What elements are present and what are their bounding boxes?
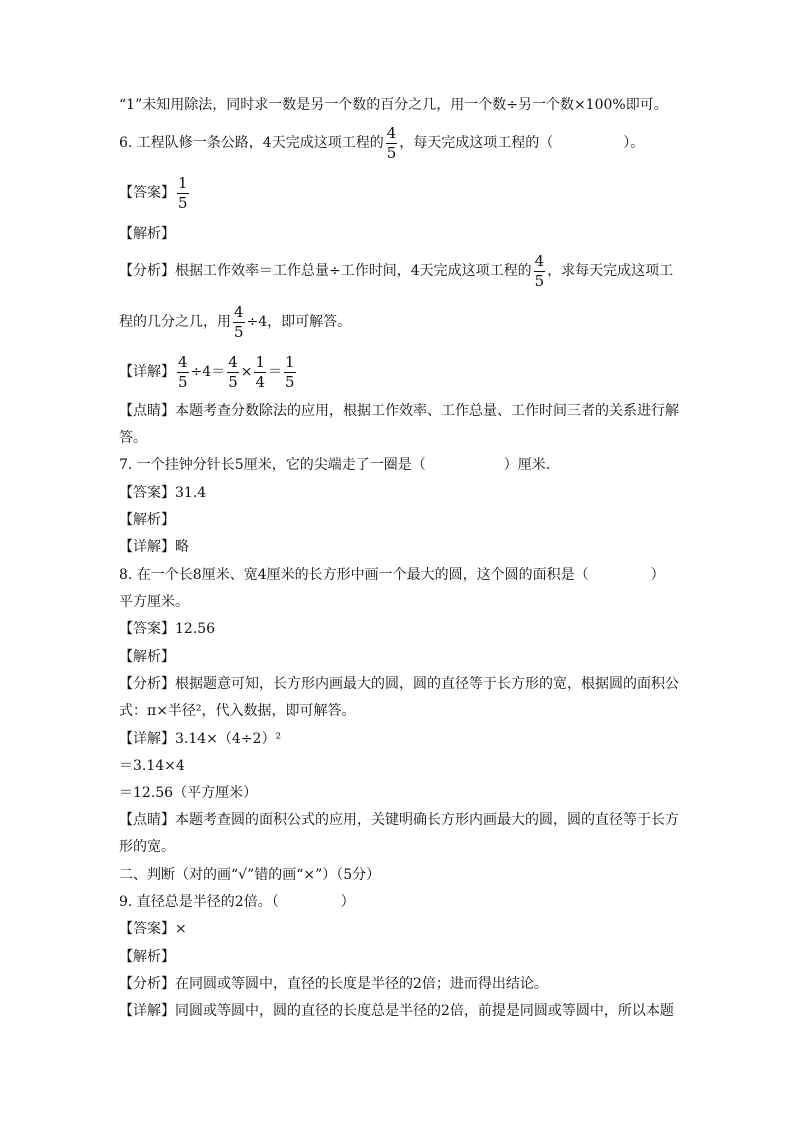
question-6 [119, 124, 644, 162]
question-7-answer: 【答案】31.4 [119, 485, 207, 501]
question-7-text: 7. 一个挂钟分针长5厘米，它的尖端走了一圈是（ [119, 457, 426, 473]
question-6-detail [119, 353, 298, 391]
analysis-text-d: ÷4，即可解答。 [246, 314, 352, 330]
question-7-analysis-label: 【解析】 [119, 512, 175, 528]
question-7 [119, 456, 550, 474]
fraction-four-fifths: $\frac{4}{5}$ [178, 352, 188, 391]
question-9-detail: 【详解】同圆或等圆中，圆的直径的长度总是半径的2倍，前提是同圆或等圆中，所以本题 [119, 1003, 674, 1019]
question-6-text-a: 6. 工程队修一条公路，4天完成这项工程的 [119, 135, 384, 151]
fraction-four-fifths: $\frac{4}{5}$ [534, 251, 545, 290]
question-8-detail-line-1: 【详解】3.14×（4÷2）² [119, 731, 282, 747]
question-7-detail: 【详解】略 [119, 539, 189, 555]
equals-sign: ＝ [268, 364, 283, 380]
analysis-text-a: 【分析】根据工作效率＝工作总量÷工作时间，4天完成这项工程的 [119, 263, 532, 279]
question-6-comment-line-2: 答。 [119, 430, 147, 446]
detail-label: 【详解】 [119, 364, 175, 380]
question-6-comment-line-1: 【点睛】本题考查分数除法的应用，根据工作效率、工作总量、工作时间三者的关系进行解 [119, 403, 679, 419]
times-sign: × [240, 364, 253, 380]
question-8-text: 8. 在一个长8厘米、宽4厘米的长方形中画一个最大的圆，这个圆的面积是（ [119, 567, 589, 583]
question-8-unit: 平方厘米。 [119, 594, 189, 610]
fraction-four-fifths: $\frac{4}{5}$ [386, 123, 397, 162]
question-9-answer: 【答案】× [119, 921, 187, 937]
question-9-text: 9. 直径总是半径的2倍。（ [119, 894, 279, 910]
question-8-analysis-line-2: 式：π×半径²，代入数据，即可解答。 [119, 703, 356, 719]
question-7-text-end: ）厘米. [503, 457, 551, 473]
question-8-text-end: ） [650, 567, 665, 583]
question-9 [119, 893, 355, 911]
question-8 [119, 566, 665, 584]
detail-divide-text: ÷4＝ [190, 364, 226, 380]
question-8-analysis-line-1: 【分析】根据题意可知，长方形内画最大的圆，圆的直径等于长方形的宽，根据圆的面积公 [119, 676, 679, 692]
question-9-text-end: ） [340, 894, 355, 910]
question-8-detail-line-3: ＝12.56（平方厘米） [119, 785, 258, 801]
question-6-answer [119, 174, 191, 212]
question-6-analysis-cont [119, 303, 351, 341]
question-9-analysis-label: 【解析】 [119, 949, 175, 965]
analysis-text-b: ，求每天完成这项工 [547, 263, 674, 279]
question-6-text-b: ，每天完成这项工程的（ [399, 135, 554, 151]
fraction-four-fifths: $\frac{4}{5}$ [228, 352, 238, 391]
fraction-one-quarter: $\frac{1}{4}$ [255, 352, 266, 391]
question-6-analysis [119, 252, 673, 290]
question-8-answer: 【答案】12.56 [119, 621, 216, 637]
text-line-intro: “1”未知用除法，同时求一数是另一个数的百分之几，用一个数÷另一个数×100%即可。 [119, 97, 668, 113]
section-heading-judgement: 二、判断（对的画“√”错的画“×”）（5分） [119, 867, 381, 883]
answer-label: 【答案】 [119, 185, 175, 201]
question-8-analysis-label: 【解析】 [119, 649, 175, 665]
fraction-one-fifth: $\frac{1}{5}$ [178, 173, 188, 212]
question-8-comment-line-2: 形的宽。 [119, 839, 175, 855]
question-9-analysis: 【分析】在同圆或等圆中，直径的长度是半径的2倍；进而得出结论。 [119, 976, 548, 992]
question-6-analysis-label: 【解析】 [119, 226, 175, 242]
question-6-text-c: ）。 [623, 135, 645, 151]
fraction-one-fifth: $\frac{1}{5}$ [285, 352, 295, 391]
fraction-four-fifths: $\frac{4}{5}$ [234, 302, 244, 341]
question-8-comment-line-1: 【点睛】本题考查圆的面积公式的应用，关键明确长方形内画最大的圆，圆的直径等于长方 [119, 812, 679, 828]
question-8-detail-line-2: ＝3.14×4 [119, 758, 185, 774]
analysis-text-c: 程的几分之几，用 [119, 314, 231, 330]
